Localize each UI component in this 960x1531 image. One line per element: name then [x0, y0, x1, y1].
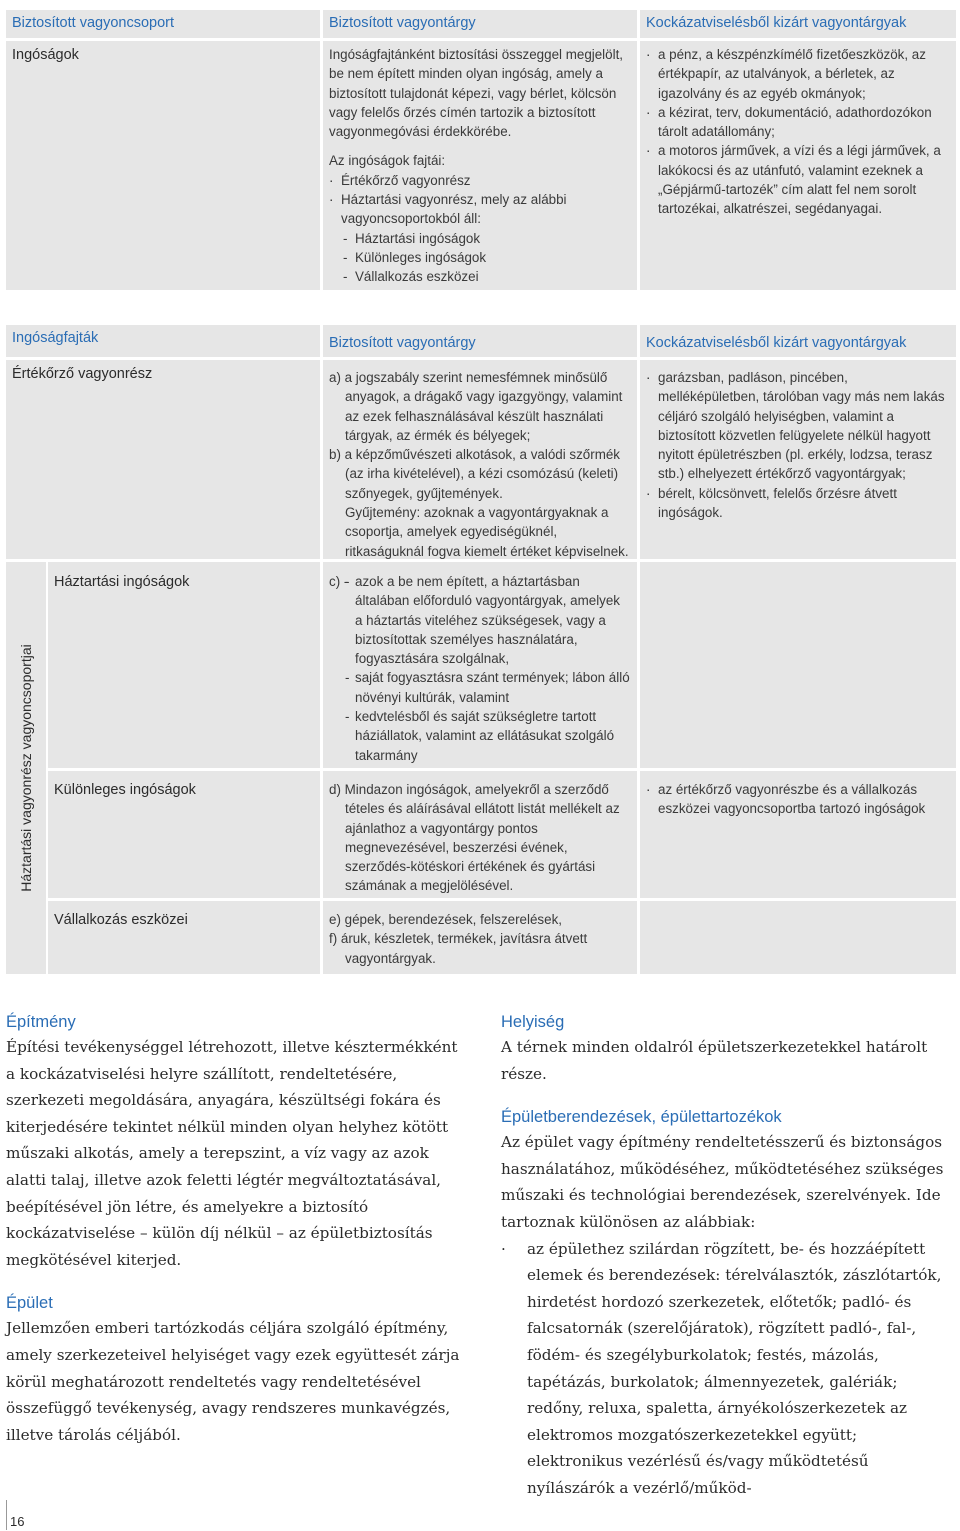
- row3-excluded-list: [646, 780, 950, 819]
- excluded-list: [646, 45, 950, 219]
- table1-header-excluded: Kockázatviselésből kizárt vagyontárgyak: [640, 10, 956, 38]
- row3-excluded-cell: [640, 771, 956, 898]
- table1-header-group: Biztosított vagyoncsoport: [6, 10, 320, 38]
- table1-header-insured: Biztosított vagyontárgy: [323, 10, 637, 38]
- table2-header-excluded: Kockázatviselésből kizárt vagyontárgyak: [640, 325, 956, 357]
- list-item: · az értékőrző vagyonrészbe és a vállalkozás eszközei vagyoncsoportba tartozó ingóságok: [646, 780, 950, 819]
- definition-title-helyiseg: Helyiség: [501, 1013, 565, 1031]
- berendezes-list: [501, 1236, 956, 1502]
- list-item: - Vállalkozás eszközei: [343, 267, 631, 286]
- definition-text-berendezes: Az épület vagy építmény rendeltetésszerű és biztonságos használatához, működéséhez, működtetéséhez szükséges műszaki és technológiai berendezések, szerelvények. Ide tartoznak különösen az alábbiak:: [501, 1133, 944, 1231]
- page-number-rule: [6, 1500, 7, 1530]
- row3-item-d: d) Mindazon ingóságok, amelyekről a szerződő tételes és aláírásával ellátott listát mellékelt az ajánlathoz a vagyontárgy pontos megnevezésével, beszerzési évének, szerződés-kötéskori értékének és gyártási számának a megjelölésével.: [329, 782, 620, 894]
- row2-item-c-prefix: c) -: [329, 574, 349, 589]
- page-number: 16: [10, 1514, 25, 1529]
- list-item: · bérelt, kölcsönvett, felelős őrzésre átvett ingóságok.: [646, 484, 950, 523]
- definitions-right-column: [501, 1010, 956, 1502]
- row1-collection-note: Gyűjtemény: azoknak a vagyontárgyaknak a csoportja, amelyek egyediségüknél, ritkaságuknál fogva kiemelt értéket képviselnek.: [345, 505, 629, 559]
- row1-item-b: b) a képzőművészeti alkotások, a valódi szőrmék (az irha kivételével), a kézi csomózású (keleti) szőnyegek, gyűjtemények.: [329, 447, 621, 501]
- list-item: · a kézirat, terv, dokumentáció, adathordozókon tárolt adatállomány;: [646, 103, 950, 142]
- row1-label: Értékőrző vagyonrész: [12, 366, 153, 382]
- table2-header-insured: Biztosított vagyontárgy: [323, 325, 637, 357]
- list-item: - saját fogyasztásra szánt termények; lábon álló növényi kultúrák, valamint: [345, 668, 631, 707]
- row2-label: Háztartási ingóságok: [54, 574, 190, 590]
- list-item: - kedvtelésből és saját szükségletre tartott háziállatok, valamint az ellátásukat szolgáló takarmány: [345, 707, 631, 765]
- row2-label-cell: [48, 562, 320, 768]
- row4-item-e: e) gépek, berendezések, felszerelések,: [329, 912, 562, 927]
- list-item: · a pénz, a készpénzkímélő fizetőeszközök, az értékpapír, az utalványok, a bérletek, az igazolvány és az egyéb okmányok;: [646, 45, 950, 103]
- definition-title-epulet: Épület: [6, 1294, 53, 1313]
- list-item: · garázsban, padláson, pincében, melléképületben, tárolóban vagy más nem lakás céljáró szolgáló helyiségben, valamint a biztosított közvetlen felügyelete nélkül hagyott nyitott épületrészben (pl. erkély, lodzsa, terasz stb.) elhelyezett értékőrző vagyontárgyak;: [646, 368, 950, 484]
- subtypes-list: [341, 229, 631, 287]
- table1-group-cell: [6, 41, 320, 290]
- row1-item-a: a) a jogszabály szerint nemesfémnek minősülő anyagok, a drágakő vagy igazgyöngy, valamint az ezek felhasználásával készült használati tárgyak, az érmék és bélyegek;: [329, 370, 623, 443]
- household-groups-vertical-label: Háztartási vagyonrész vagyoncsoportjai: [6, 562, 46, 974]
- row1-excluded-list: [646, 368, 950, 522]
- list-item: · Háztartási vagyonrész, mely az alábbi vagyoncsoportokból áll: - Háztartási ingóságok - Különleges ingóságok - Vállalkozás eszközei: [329, 190, 631, 286]
- types-list: [329, 171, 631, 287]
- definition-title-epitmeny: Építmény: [6, 1013, 76, 1031]
- list-item: · az épülethez szilárdan rögzített, be- és hozzáépített elemek és berendezések: térelválasztók, zászlótartók, hirdetést hordozó szerkezetek, előtetők; padló- és falcsatornák (szerelőjáratok), rögzített padló-, fal-, födém- és szegélyburkolatok; festés, mázolás, tapétázás, burkolatok; álmennyezetek, galériák; redőny, reluxa, spaletta, árnyékolószerkezetek az elektromos mozgatószerkezetekkel együtt; elektronikus vezérlésű és/vagy működtetésű nyílászárók a vezérlő/működ-: [501, 1236, 956, 1502]
- insured-description: Ingóságfajtánként biztosítási összeggel megjelölt, be nem épített minden olyan ingóság, amely a biztosított tulajdonát képezi, vagy bérlet, kölcsön vagy felelős őrzés címén tartozik a biztosított vagyonmegóvási érdekkörébe.: [329, 47, 624, 140]
- list-item: - azok a be nem épített, a háztartásban általában előforduló vagyontárgyak, amelyek a háztartás viteléhez szükségesek, vagy a biztosítottak személyes használatára, fogyasztására szolgálnak,: [345, 572, 631, 668]
- list-item: - Háztartási ingóságok: [343, 229, 631, 248]
- table1-excluded-cell: [640, 41, 956, 290]
- definitions-left-column: [6, 1010, 468, 1448]
- types-intro: Az ingóságok fajtái:: [329, 153, 446, 169]
- row4-label: Vállalkozás eszközei: [54, 912, 188, 928]
- definition-text-epitmeny: Építési tevékenységgel létrehozott, illetve késztermékként a kockázatviselési helyre szállított, rendeltetésére, szerkezeti megoldására, anyagára, készültségi fokára és kiterjedésére tekintet nélkül minden olyan helyhez kötött műszaki alkotás, amely a terepszint, a víz vagy az azok alatti talaj, illetve azok feletti légtér megváltoztatásával, beépítésével jön létre, és amelyekre a biztosító kockázatviselése – külön díj nélkül – az épületbiztosítás megkötésével kiterjed.: [6, 1038, 458, 1269]
- definition-title-berendezes: Épületberendezések, épülettartozékok: [501, 1108, 782, 1127]
- row3-label: Különleges ingóságok: [54, 782, 196, 798]
- row1-label-cell: [6, 360, 320, 559]
- row3-label-cell: [48, 771, 320, 898]
- table1-group-label: Ingóságok: [12, 47, 79, 63]
- row2-insured-cell: [323, 562, 637, 768]
- row1-excluded-cell: [640, 360, 956, 559]
- row4-label-cell: [48, 901, 320, 974]
- definition-text-epulet: Jellemzően emberi tartózkodás céljára szolgáló építmény, amely szerkezeteivel helyiséget vagy ezek együttesét zárja körül meghatározott rendeltetés vagy rendeltetésével összefüggő tevékenység, avagy rendszeres munkavégzés, illetve tárolás céljából.: [6, 1319, 460, 1444]
- row4-insured-cell: [323, 901, 637, 974]
- list-item: · Értékőrző vagyonrész: [329, 171, 631, 190]
- row4-item-f: f) áruk, készletek, termékek, javításra átvett vagyontárgyak.: [329, 931, 588, 966]
- row1-insured-cell: [323, 360, 637, 559]
- row3-insured-cell: [323, 771, 637, 898]
- row2-excluded-cell: [640, 562, 956, 768]
- definition-text-helyiseg: A térnek minden oldalról épületszerkezetekkel határolt része.: [501, 1038, 928, 1083]
- list-item: - Különleges ingóságok: [343, 248, 631, 267]
- row4-excluded-cell: [640, 901, 956, 974]
- table1-insured-cell: [323, 41, 637, 290]
- list-item: · a motoros járművek, a vízi és a légi járművek, a lakókocsi és az utánfutó, valamint ezeknek a „Gépjármű-tartozék” cím alatt fel nem sorolt tartozékai, alkatrészei, segédanyagai.: [646, 141, 950, 218]
- table2-header-types: Ingóságfajták: [6, 325, 320, 357]
- row2-item-c-list: [329, 572, 631, 765]
